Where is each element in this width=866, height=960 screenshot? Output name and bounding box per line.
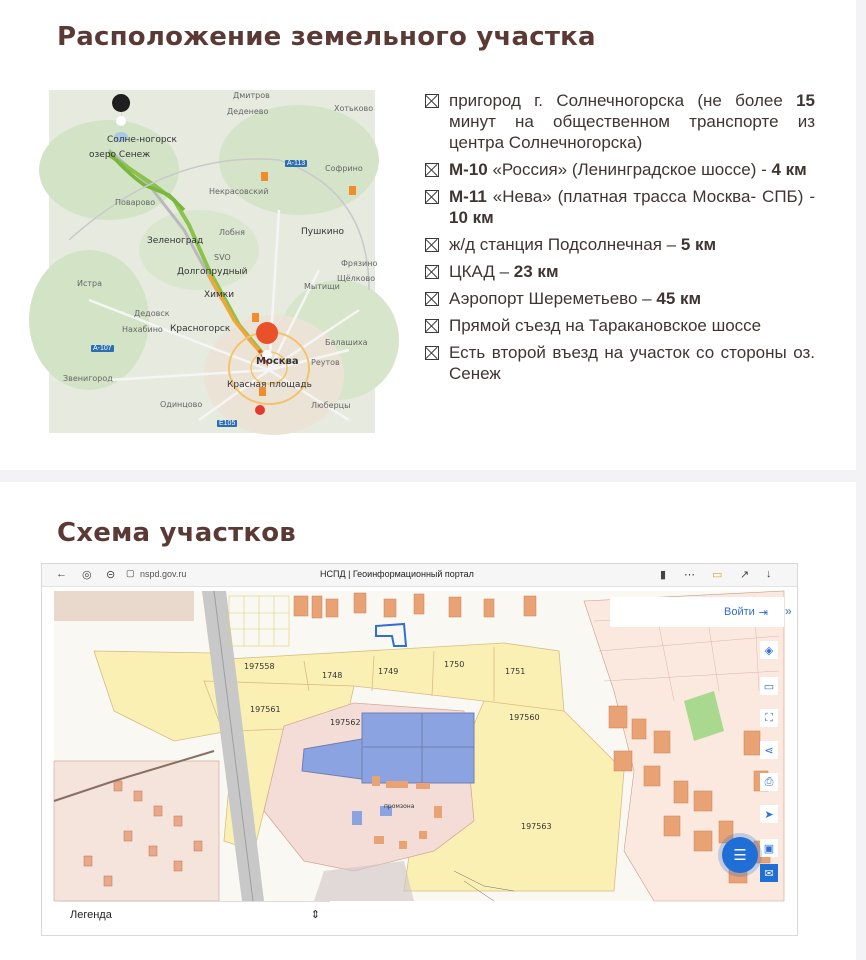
map-label-zelenograd: Зеленоград xyxy=(147,236,204,246)
plots-slide xyxy=(0,482,856,960)
bullet-item xyxy=(425,159,815,180)
plot-197558[interactable]: 197558 xyxy=(244,662,275,671)
location-slide xyxy=(0,0,856,470)
map-label-istra: Истра xyxy=(77,279,103,288)
bullet-text xyxy=(449,261,815,282)
battery-icon: ▭ xyxy=(712,569,723,581)
map-label-mytishchi: Мытищи xyxy=(304,282,340,291)
map-label-lobnya: Лобня xyxy=(219,228,245,237)
share-icon[interactable]: ↗ xyxy=(740,569,750,581)
bullet-text xyxy=(449,342,815,384)
checkbox-x-icon xyxy=(425,265,439,279)
plot-197560[interactable]: 197560 xyxy=(509,713,540,722)
plot-1748[interactable]: 1748 xyxy=(322,671,343,680)
bullet-part: ж/д станция Подсолнечная – xyxy=(449,235,681,254)
browser-window xyxy=(41,563,798,936)
bullet-bold: 5 км xyxy=(680,235,717,254)
map-label-moskva: Москва xyxy=(256,356,299,367)
plot-197563[interactable]: 197563 xyxy=(521,822,552,831)
select-area-icon[interactable]: ⛶ xyxy=(760,709,778,727)
bullet-text xyxy=(449,186,815,228)
bullet-part: Прямой съезд на Таракановское шоссе xyxy=(449,316,762,335)
checkbox-x-icon xyxy=(425,190,439,204)
checkbox-x-icon xyxy=(425,319,439,333)
map-label-ozero-senezh: озеро Сенеж xyxy=(89,150,151,160)
map-label-pushkino: Пушкино xyxy=(301,227,345,237)
bullet-item xyxy=(425,342,815,384)
legend-label: Легенда xyxy=(70,908,112,921)
chat-icon[interactable]: ☰ xyxy=(722,837,758,873)
map-label-dedovsk: Дедовск xyxy=(134,309,170,318)
road-sign-a113: A-113 xyxy=(287,160,306,167)
layers-icon[interactable]: ◈ xyxy=(760,641,778,659)
bullet-part: ЦКАД – xyxy=(449,262,514,281)
feedback-icon[interactable]: ✉ xyxy=(760,864,778,882)
bullet-bold: М-11 xyxy=(449,187,487,206)
address-bar[interactable]: nspd.gov.ru xyxy=(140,569,187,579)
browser-toolbar xyxy=(42,564,797,587)
region-map[interactable] xyxy=(49,90,378,433)
map-label-reutov: Реутов xyxy=(311,358,340,367)
back-icon[interactable]: ← xyxy=(56,568,67,580)
lock-icon: ⊝ xyxy=(106,569,116,581)
plot-label-promzona: промзона xyxy=(384,803,415,810)
road-sign-e105: E105 xyxy=(219,420,236,427)
bullet-part: Аэропорт Шереметьево – xyxy=(449,289,657,308)
plots-title: Схема участков xyxy=(57,518,296,548)
bullet-item xyxy=(425,315,815,336)
more-icon[interactable]: ⋯ xyxy=(684,569,695,581)
login-button[interactable] xyxy=(610,597,778,627)
bullet-item xyxy=(425,234,815,255)
tab-icon: ▢ xyxy=(126,568,135,578)
map-label-lyubertsy: Люберцы xyxy=(311,401,351,410)
map-label-krasnogorsk: Красногорск xyxy=(170,324,231,334)
locate-icon[interactable]: ➤ xyxy=(760,805,778,823)
screen-icon[interactable]: ▣ xyxy=(760,839,778,857)
location-title: Расположение земельного участка xyxy=(57,22,596,52)
map-label-dmitrov: Дмитров xyxy=(233,91,270,100)
download-icon[interactable]: ↓ xyxy=(766,568,772,580)
bullet-part: пригород г. Солнечногорска (не более xyxy=(449,91,797,110)
bullet-item xyxy=(425,288,815,309)
shield-icon[interactable]: ◎ xyxy=(82,569,92,581)
bullet-part: «Нева» (платная трасса Москва- СПБ) - xyxy=(486,187,815,206)
map-label-sofrino: Софрино xyxy=(325,164,363,173)
plot-197561[interactable]: 197561 xyxy=(250,705,281,714)
login-icon: ⇥ xyxy=(758,606,768,619)
checkbox-x-icon xyxy=(425,346,439,360)
map-label-khimki: Химки xyxy=(204,290,235,300)
share-map-icon[interactable]: ⋖ xyxy=(760,741,778,759)
bullet-text xyxy=(449,159,815,180)
checkbox-x-icon xyxy=(425,238,439,252)
map-label-dedenevo: Деденево xyxy=(227,107,269,116)
ruler-icon[interactable]: ▭ xyxy=(760,677,778,695)
map-label-zvenigorod: Звенигород xyxy=(63,374,113,383)
bullet-text xyxy=(449,90,815,153)
bullet-item xyxy=(425,186,815,228)
bullet-bold: М-10 xyxy=(449,160,488,179)
map-label-dolgoprudny: Долгопрудный xyxy=(177,267,248,277)
bookmark-icon[interactable]: ▮ xyxy=(660,569,667,581)
checkbox-x-icon xyxy=(425,292,439,306)
map-label-svo: SVO xyxy=(214,253,231,262)
bullet-bold: 4 км xyxy=(771,160,807,179)
legend-select[interactable] xyxy=(60,901,330,927)
bullet-text xyxy=(449,288,815,309)
map-label-krasnaya-ploshchad: Красная площадь xyxy=(227,380,312,390)
location-bullets xyxy=(425,90,815,390)
map-label-fryazino: Фрязино xyxy=(341,259,378,268)
bullet-text xyxy=(449,234,815,255)
page-title: НСПД | Геоинформационный портал xyxy=(320,569,474,579)
chevron-updown-icon: ⇕ xyxy=(310,909,320,921)
checkbox-x-icon xyxy=(425,94,439,108)
cadastral-map-graphics xyxy=(54,591,784,901)
map-label-solnechnogorsk: Солне-ногорск xyxy=(107,135,177,145)
bullet-bold: 45 км xyxy=(656,289,702,308)
map-label-balashikha: Балашиха xyxy=(325,338,368,347)
print-icon[interactable]: ⎙ xyxy=(760,773,778,791)
map-label-nekrasovsky: Некрасовский xyxy=(209,187,269,196)
road-sign-a107: A-107 xyxy=(93,345,112,352)
cadastral-map[interactable] xyxy=(54,591,792,901)
map-label-nakhabino: Нахабино xyxy=(122,325,163,334)
plot-197562[interactable]: 197562 xyxy=(330,718,361,727)
plot-1749[interactable]: 1749 xyxy=(378,667,399,676)
checkbox-x-icon xyxy=(425,163,439,177)
bullet-part: «Россия» (Ленинградское шоссе) - xyxy=(487,160,772,179)
plot-1751[interactable]: 1751 xyxy=(505,667,526,676)
plot-1750[interactable]: 1750 xyxy=(444,660,465,669)
bullet-bold: 10 км xyxy=(449,208,494,227)
map-label-odintsovo: Одинцово xyxy=(160,400,203,409)
bullet-part: минут на общественном транспорте из центра Солнечногорска) xyxy=(449,112,815,152)
login-label: Войти xyxy=(723,606,755,618)
map-label-shchelkovo: Щёлково xyxy=(337,274,376,283)
bullet-item xyxy=(425,261,815,282)
map-label-povarovo: Поварово xyxy=(115,198,156,207)
map-label-hotkovo: Хотьково xyxy=(334,104,374,113)
bullet-bold: 23 км xyxy=(513,262,559,281)
bullet-item xyxy=(425,90,815,153)
bullet-part: Есть второй въезд на участок со стороны оз. Сенеж xyxy=(449,343,815,383)
expand-panel-icon[interactable]: » xyxy=(785,604,792,618)
bullet-bold: 15 xyxy=(796,91,815,110)
bullet-text xyxy=(449,315,815,336)
